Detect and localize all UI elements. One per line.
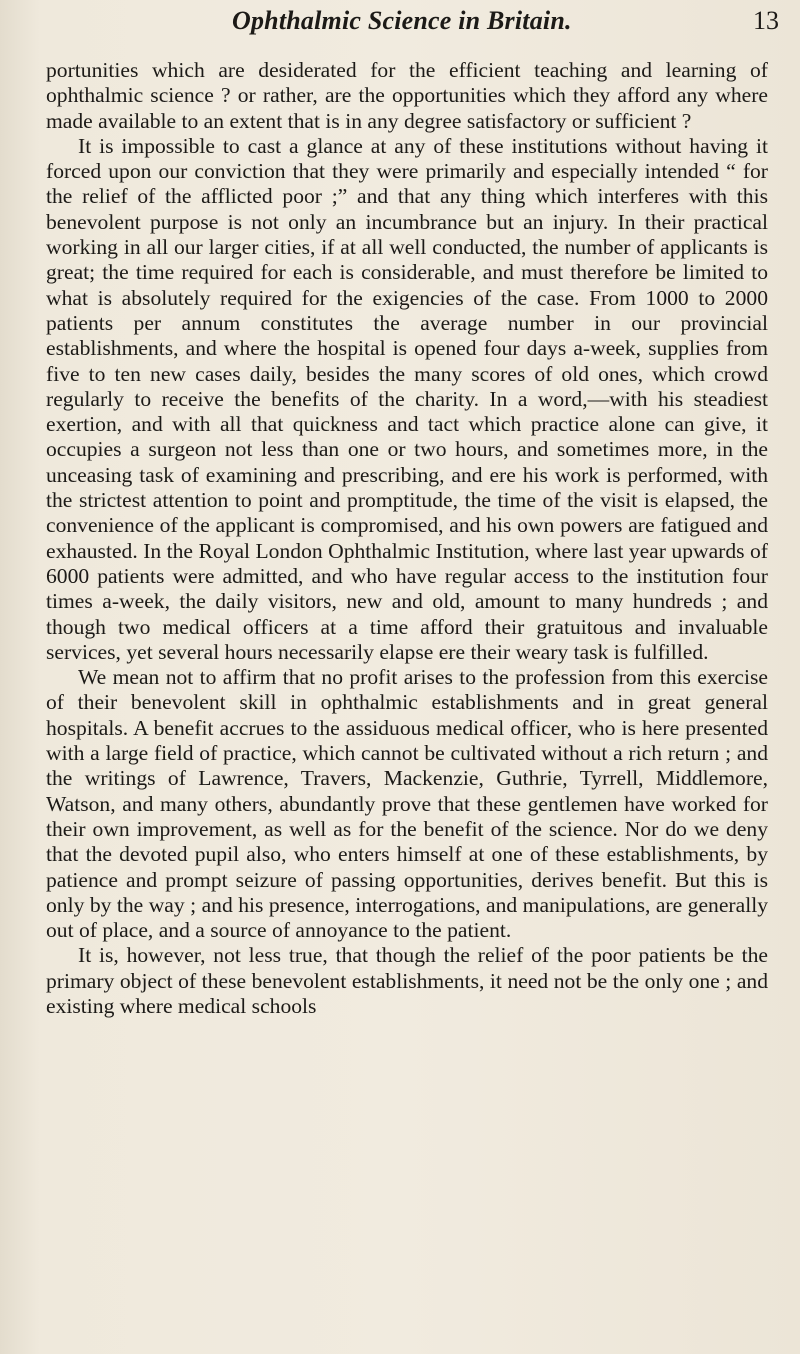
paragraph-relief: It is, however, not less true, that though the relief of the poor patients be the primary object of these benevolent establishments, it need not be the only one ; and existing where medical schools (46, 943, 768, 1018)
paragraph-institutions: It is impossible to cast a glance at any of these institutions without having it forced upon our conviction that they were primarily and especially intended “ for the relief of the afflicted poor ;” and that any thing which interferes with this benevolent purpose is not only an incumbrance but an injury. In their practical working in all our larger cities, if at all well conducted, the number of applicants is great; the time required for each is considerable, and must therefore be limited to what is absolutely required for the exigencies of the case. From 1000 to 2000 patients per annum constitutes the average number in our provincial establishments, and where the hospital is opened four days a-week, supplies from five to ten new cases daily, besides the many scores of old ones, which crowd regularly to receive the benefits of the charity. In a word,—with his steadiest exertion, and with all that quickness and tact which practice alone can give, it occupies a surgeon not less than one or two hours, and sometimes more, in the unceasing task of examining and prescribing, and ere his work is performed, with the strictest attention to point and promptitude, the time of the visit is elapsed, the convenience of the applicant is compromised, and his own powers are fatigued and exhausted. In the Royal London Ophthalmic Institution, where last year upwards of 6000 patients were admitted, and who have regular access to the institution four times a-week, the daily visitors, new and old, amount to many hundreds ; and though two medical officers at a time afford their gratuitous and invaluable services, yet several hours necessarily elapse ere their weary task is fulfilled. (46, 133, 768, 664)
running-head (0, 6, 800, 46)
page-number: 13 (753, 6, 779, 35)
paragraph-profit: We mean not to affirm that no profit arises to the profession from this exercise of their benevolent skill in ophthalmic establishments and in great general hospitals. A benefit accrues to the assiduous medical officer, who is here presented with a large field of practice, which cannot be cultivated without a rich return ; and the writings of Lawrence, Travers, Mackenzie, Guthrie, Tyrrell, Middlemore, Watson, and many others, abundantly prove that these gentlemen have worked for their own improvement, as well as for the benefit of the science. Nor do we deny that the devoted pupil also, who enters himself at one of these establishments, by patience and prompt seizure of passing opportunities, derives benefit. But this is only by the way ; and his presence, interrogations, and manipulations, are generally out of place, and a source of annoyance to the patient. (46, 665, 768, 943)
paragraph-continuation: portunities which are desiderated for the efficient teaching and learning of ophthalmic science ? or rather, are the opportunities which they afford any where made available to an extent that is in any degree satisfactory or sufficient ? (46, 58, 768, 133)
body-text (46, 58, 768, 1019)
running-title: Ophthalmic Science in Britain. (232, 6, 572, 35)
